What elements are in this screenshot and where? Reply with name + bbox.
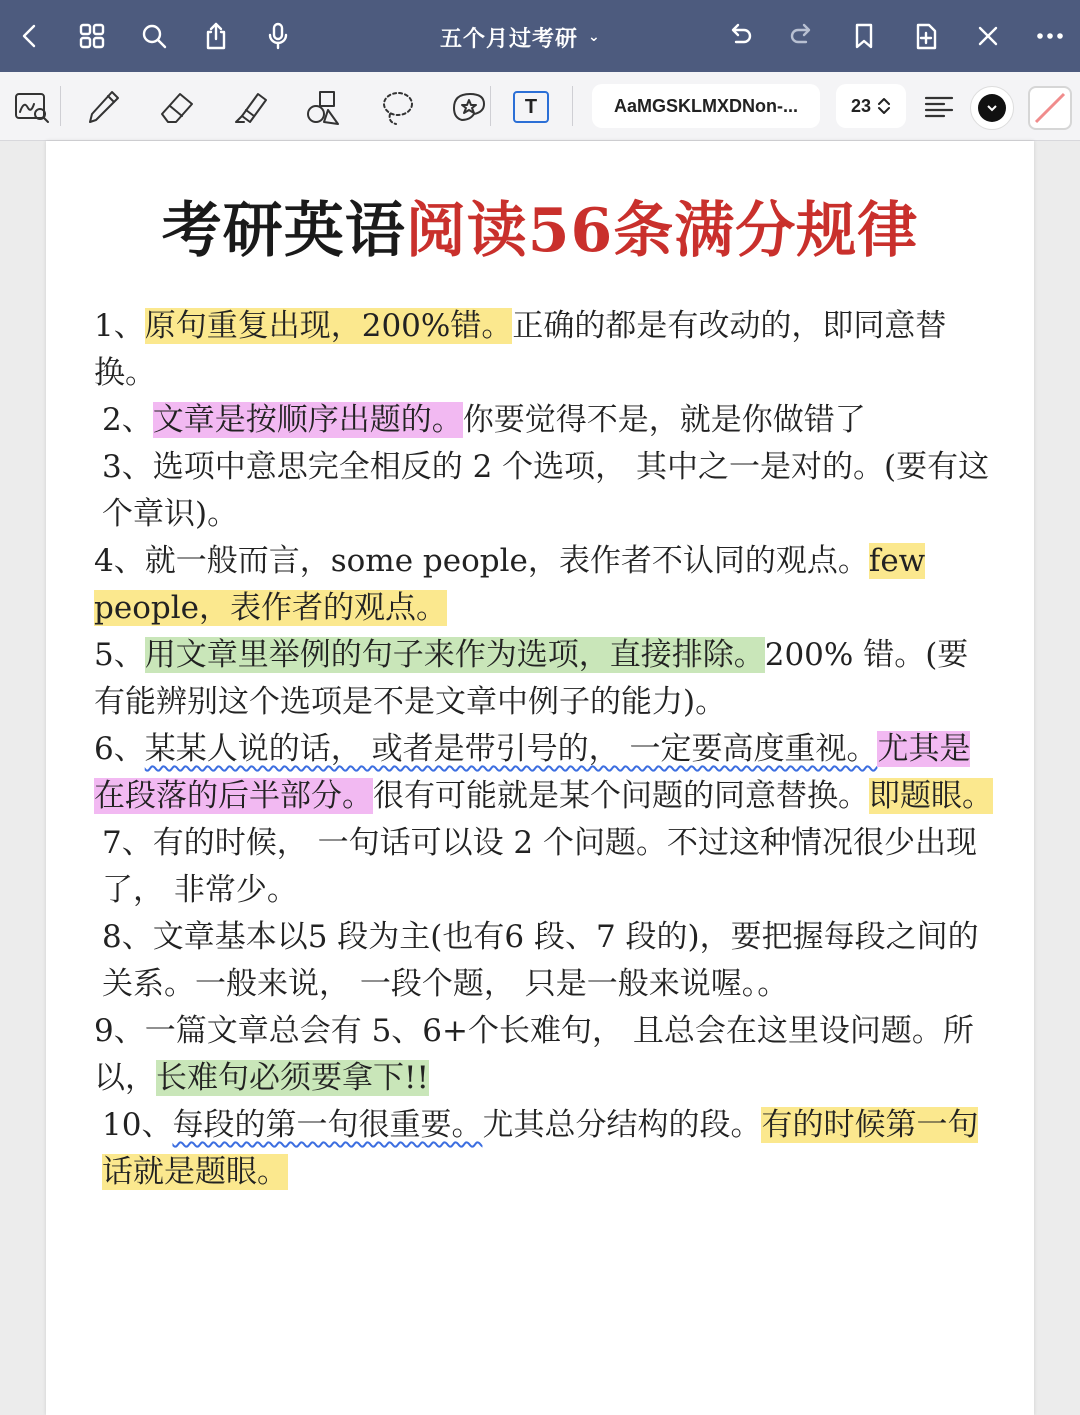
top-navigation-bar — [0, 0, 1080, 72]
toolbar-divider — [572, 86, 573, 126]
shapes-icon[interactable] — [300, 84, 346, 130]
rule-1 — [94, 303, 994, 397]
rule-text: 8、文章基本以5 段为主(也有6 段、7 段的)，要把握每段之间的关系。一般来说， 一段个题， 只是一般来说喔。。 — [102, 919, 979, 1002]
search-icon[interactable] — [134, 16, 174, 56]
text-align-icon[interactable] — [922, 90, 956, 124]
rule-text: 200% 错。(要有能辨别这个选项是不是文章中例子的能力)。 — [94, 637, 969, 720]
close-icon[interactable] — [968, 16, 1008, 56]
rule-number: 6、 — [94, 731, 145, 767]
rule-text: 你要觉得不是，就是你做错了 — [462, 402, 866, 438]
lasso-icon[interactable] — [374, 84, 420, 130]
wavy-underline-text: 每段的第一句很重要。 — [172, 1107, 483, 1143]
rule-4 — [94, 538, 994, 632]
rule-text: 3、选项中意思完全相反的 2 个选项， 其中之一是对的。(要有这个章识)。 — [102, 449, 990, 532]
redo-icon[interactable] — [782, 16, 822, 56]
text-color-picker[interactable] — [970, 86, 1014, 130]
zoom-window-icon[interactable] — [8, 84, 54, 130]
rule-number: 5、 — [94, 637, 145, 673]
chevron-down-icon: ⌄ — [588, 29, 601, 45]
rule-number: 2、 — [102, 402, 153, 438]
text-tool-label: T — [513, 91, 549, 123]
share-icon[interactable] — [196, 16, 236, 56]
microphone-icon[interactable] — [258, 16, 298, 56]
toolbar-divider — [490, 86, 491, 126]
up-down-chevron-icon — [877, 96, 891, 116]
rule-7 — [94, 820, 994, 914]
highlighter-icon[interactable] — [228, 84, 274, 130]
toolbar-divider — [60, 86, 61, 126]
rules-list[interactable] — [94, 303, 994, 1196]
highlight-green: 长难句必须要拿下!! — [156, 1060, 429, 1096]
rule-number: 10、 — [102, 1107, 173, 1143]
rule-number: 1、 — [94, 308, 145, 344]
back-icon[interactable] — [10, 16, 50, 56]
highlight-yellow: 即题眼。 — [869, 778, 993, 814]
pen-icon[interactable] — [80, 84, 126, 130]
rule-text: 9、一篇文章总会有 5、6+个长难句， 且总会在这里设问题。所以， — [94, 1013, 974, 1096]
title-part-red: 阅读56条满分规律 — [405, 196, 919, 266]
title-part-black: 考研英语 — [161, 196, 406, 266]
eraser-icon[interactable] — [154, 84, 200, 130]
document-title-text: 五个月过考研 — [440, 26, 579, 52]
background-color-picker[interactable] — [1028, 86, 1072, 130]
highlight-pink: 文章是按顺序出题的。 — [152, 402, 463, 438]
highlight-green: 用文章里举例的句子来作为选项，直接排除。 — [144, 637, 765, 673]
rule-text: 很有可能就是某个问题的同意替换。 — [373, 778, 869, 814]
rule-3 — [94, 444, 994, 538]
rule-text: 7、有的时候， 一句话可以设 2 个问题。不过这种情况很少出现了， 非常少。 — [102, 825, 978, 908]
highlight-yellow: 原句重复出现，200%错。 — [144, 308, 513, 344]
highlight-yellow: 有的时候第一句话就是题眼。 — [102, 1107, 979, 1190]
rule-text: 尤其总分结构的段。 — [482, 1107, 762, 1143]
chevron-down-icon — [978, 94, 1006, 122]
rule-10 — [94, 1102, 994, 1196]
add-page-icon[interactable] — [906, 16, 946, 56]
drawing-toolbar — [0, 72, 1080, 141]
rule-text: 正确的都是有改动的，即同意替换。 — [94, 308, 947, 391]
sticker-icon[interactable] — [446, 84, 492, 130]
more-icon[interactable] — [1030, 16, 1070, 56]
page-title — [46, 183, 1034, 269]
font-name: AaMGSKLMXDNon-... — [614, 95, 798, 116]
rule-6 — [94, 726, 994, 820]
grid-icon[interactable] — [72, 16, 112, 56]
rule-2 — [94, 397, 994, 444]
font-size-value: 23 — [850, 95, 872, 116]
text-tool-icon[interactable] — [508, 84, 554, 130]
rule-9 — [94, 1008, 994, 1102]
undo-icon[interactable] — [720, 16, 760, 56]
wavy-underline-text: 某某人说的话， 或者是带引号的， 一定要高度重视。 — [144, 731, 878, 767]
highlight-pink: 尤其是在段落的后半部分。 — [94, 731, 971, 814]
no-fill-icon — [1030, 88, 1070, 128]
bookmark-icon[interactable] — [844, 16, 884, 56]
rule-8 — [94, 914, 994, 1008]
highlight-yellow: few people，表作者的观点。 — [94, 543, 926, 626]
rule-5 — [94, 632, 994, 726]
document-title[interactable] — [440, 20, 601, 54]
font-selector[interactable] — [592, 84, 820, 128]
rule-text: 4、就一般而言，some people，表作者不认同的观点。 — [94, 543, 869, 579]
document-page[interactable] — [46, 141, 1034, 1415]
font-size-stepper[interactable] — [836, 84, 906, 128]
